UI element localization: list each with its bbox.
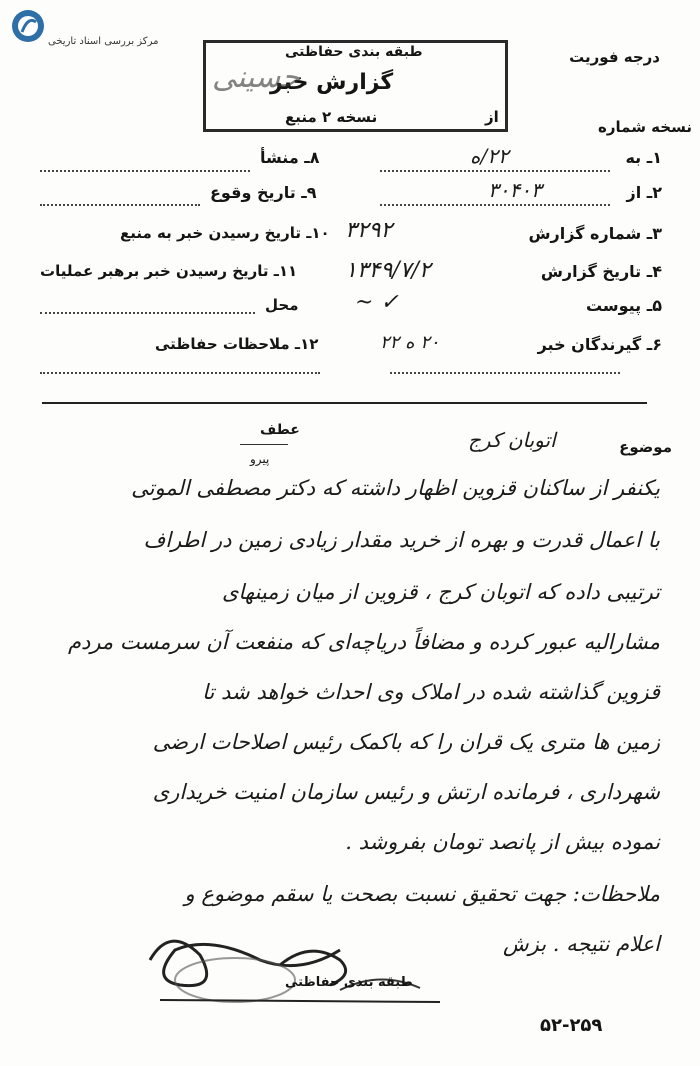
field-9-dots: [40, 204, 200, 206]
field-10-label: ۱۰ـ تاریخ رسیدن خبر به منبع: [120, 224, 330, 242]
field-12-dots: [40, 372, 320, 374]
field-2-dots: [380, 204, 610, 206]
body-line-2: با اعمال قدرت و بهره از خرید مقدار زیادی زمین در اطراف: [143, 528, 660, 552]
copy-number-label: نسخه شماره: [598, 118, 692, 136]
body-line-3: ترتیبی داده که اتوبان کرج ، قزوین از میان زمینهای: [222, 580, 660, 604]
priority-label: درجه فوریت: [569, 48, 660, 66]
field-6-label: ۶ـ گیرندگان خبر: [537, 335, 662, 354]
body-line-8: نموده بیش از پانصد تومان بفروشد .: [345, 830, 660, 854]
signature-and-seal-graphic: [140, 930, 580, 1010]
separator-rule: [42, 402, 647, 404]
field-4-value: ۱۳۴۹/۷/۲: [345, 258, 431, 283]
body-line-5: قزوین گذاشته شده در املاک وی احداث خواهد شد تا: [202, 680, 660, 704]
field-2-label: ۲ـ از: [626, 183, 662, 202]
field-6-dots: [390, 372, 620, 374]
classification-label: طبقه بندی حفاظتی: [285, 44, 423, 60]
body-line-4: مشارالیه عبور کرده و مضافاً دریاچه‌ای که منفعت آن سرمست مردم: [67, 630, 660, 654]
remarks-line-2: اعلام نتیجه . بزش: [503, 932, 660, 956]
field-1-value: ۲۲/ه: [470, 144, 509, 168]
location-label: محل: [265, 296, 299, 314]
atf-underline: [240, 444, 288, 445]
remarks-line-1: ملاحظات: جهت تحقیق نسبت بصحت یا سقم موضوع و: [184, 882, 660, 906]
body-line-6: زمین ها متری یک قران را که باکمک رئیس اصلاحات ارضی: [152, 730, 660, 754]
from-label-header: از: [485, 108, 499, 126]
archive-logo-icon: [10, 8, 46, 44]
subject-value: اتوبان کرج: [468, 428, 556, 452]
archive-watermark-text: مرکز بررسی اسناد تاریخی: [48, 36, 159, 47]
location-dots: [40, 312, 255, 314]
field-4-label: ۴ـ تاریخ گزارش: [540, 262, 662, 281]
document-number: ۵۲-۲۵۹: [540, 1015, 603, 1036]
field-1-label: ۱ـ به: [625, 148, 662, 167]
field-5-label: ۵ـ پیوست: [585, 296, 662, 315]
field-8-label: ۸ـ منشأ: [260, 148, 320, 167]
field-11-label: ۱۱ـ تاریخ رسیدن خبر برهبر عملیات: [40, 262, 298, 280]
copy-value: نسخه ۲ منبع: [285, 108, 378, 126]
field-8-dots: [40, 170, 250, 172]
handwritten-overstamp: حسینی: [212, 60, 301, 95]
peyro-label: پیرو: [250, 452, 270, 466]
field-9-label: ۹ـ تاریخ وقوع: [210, 183, 317, 202]
field-1-dots: [380, 170, 610, 172]
field-2-value: ۳۰۴۰۳: [488, 178, 542, 202]
body-line-1: یکنفر از ساکنان قزوین اظهار داشته که دکتر مصطفی الموتی: [131, 476, 660, 500]
field-6-value: ۲۰ ه ۲۲: [380, 332, 440, 353]
body-line-7: شهرداری ، فرمانده ارتش و رئیس سازمان امنیت خریداری: [152, 780, 660, 804]
field-5-scribble: ✓ ~: [355, 290, 399, 315]
footer-stamp-text: طبقه بندی حفاظتی: [285, 975, 413, 990]
report-title: گزارش خبر: [270, 70, 394, 95]
field-12-label: ۱۲ـ ملاحظات حفاظتی: [155, 335, 319, 353]
subject-label: موضوع: [619, 438, 672, 456]
field-3-label: ۳ـ شماره گزارش: [528, 224, 662, 243]
field-3-value: ۳۲۹۲: [345, 218, 393, 243]
atf-label: عطف: [260, 422, 300, 438]
